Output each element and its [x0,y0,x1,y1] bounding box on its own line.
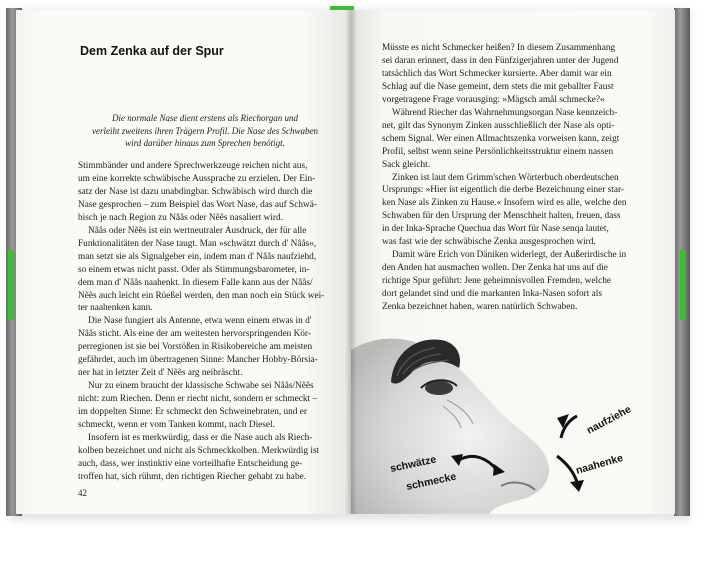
left-page [16,10,351,514]
text-line: Müsste es nicht Schmecker heißen? In diesem Zusammenhang [382,43,616,53]
text-line: perregionen ist sie bei Vorstößen in Risikobereiche am meisten [78,342,313,353]
text-line: Nur zu einem braucht der klassische Schwabe sei Nâås/Nẽẽs [88,381,314,392]
text-line: net, gilt das Synonym Zinken ausschließlich der Nase als opti- [382,120,615,131]
arrow-down-head-icon [570,480,584,492]
text-line: sei daran erinnert, dass in den Fünfzigerjahren unter der Jugend [382,55,619,66]
text-line: Nase gesprochen – zum Beispiel das Wort Nase, das auf Schwä- [78,199,317,210]
text-line: Schwaben für den Ursprung der Menschheit halten, freuen, dass [382,211,621,222]
text-line: Sack gleicht. [382,159,431,170]
chapter-motto: Die normale Nase dient erstens als Riechorgan und verleiht zweitens ihren Trägern Profil. Die Nase des Schwaben wird darüber hinaus zum Sprechen benötigt. [91,113,319,148]
text-line: in der Inka-Sprache Quechua das Wort für Nase senqa lautet, [382,224,609,235]
text-line: im doppelten Sinne: Er schmeckt den Schweinebraten, und er [78,407,307,418]
text-line: so einem etwas nicht passt. Oder als Stimmungsbarometer, in- [78,264,310,275]
text-line: Damit wäre Erich von Däniken widerlegt, der Außerirdische in [392,250,627,261]
label-naahenke: naahenke [574,451,625,477]
text-line: Funktionalitäten der Nase taugt. Man »schwätzt durch d' Nâås«, [78,238,317,249]
arrow-down-icon [557,456,577,482]
text-line: Die Nase fungiert als Antenne, etwa wenn einem etwas in d' [88,316,312,327]
text-line: man setzt sie als Signalgeber ein, indem man d' Nâås naufziehd, [78,251,317,262]
text-line: Während Riecher das Wahrnehmungsorgan Nase kennzeich- [392,107,618,118]
text-line: kolben bezeichnet und nicht als Schmeckkolben. Merkwürdig ist [78,445,320,456]
text-line: bisch je nach Region zu Nâås oder Nẽẽs nasaliert wird. [78,212,283,223]
text-line: Insofern ist es merkwürdig, dass er die Nase auch als Riech- [88,433,313,444]
text-line: ter naahenken kann. [78,303,153,314]
left-green-band [8,250,14,320]
text-line: Stimmbänder und andere Sprechwerkzeuge reichen nicht aus, [78,161,308,171]
text-line: was fast wie der schwäbische Zenka ausgesprochen wird. [382,237,596,248]
book-gutter [345,10,357,514]
face-profile [351,339,549,514]
left-body-text [78,160,340,484]
text-line: Zenka bezeichnet haben, waren natürlich Schwaben. [382,302,578,313]
right-page [351,10,675,514]
text-line: Zinken ist laut dem Grimm'schen Wörterbuch oberdeutschen [392,172,619,183]
text-line: auch, dass, wer instinktiv eine vorteilhafte Entscheidung ge- [78,458,303,469]
text-line: ner hat in letzter Zeit d' Nẽẽs arg neibräscht. [78,368,243,379]
text-line: schem Signal. Wer einen Allmachtszenka vorweisen kann, zeigt [382,133,620,144]
text-line: vorgetragene Frage vorausging: »Mägsch amål schmecke?« [382,94,605,105]
text-line: Ursprungs: »Hier ist eigentlich die derbe Bezeichnung einer star- [382,185,624,196]
text-line: schmeckt, wenn er vom Tanken kommt, nach Diesel. [78,420,275,431]
text-line: Schlag auf die Nase gemeint, dem stets die mit geballter Faust [382,81,614,92]
page-number: 42 [78,488,87,498]
text-line: gefährdet, auch im übertragenen Sinne: Mancher Hobby-Börsia- [78,355,318,366]
text-line: Nâås sticht. Als eine der am weitesten hervorspringenden Kör- [78,329,311,340]
text-line: ken Nase als Zinken zu Hause.« Insofern wird es alle, welche den [382,198,627,209]
chapter-heading: Dem Zenka auf der Spur [80,44,224,58]
text-line: nicht: zum Riechen. Denn er riecht nicht, sondern er schmeckt – [78,394,318,405]
right-green-band [680,250,686,320]
label-schmecke: schmecke [405,470,458,493]
text-line: richtige Spur geführt: Jene geheimnisvollen Fremden, welche [382,276,611,287]
text-line: dem man d' Nâås naahenkt. In diesem Falle kann aus der Nâås/ [78,277,313,288]
text-line: tatsächlich das Wort Schmecker kursierte. Aber damit war ein [382,68,612,79]
text-line: Nâås oder Nẽẽs ist ein wertneutraler Ausdruck, der für alle [88,225,307,236]
text-line: Profil, selbst wenn seine Persönlichkeitsstruktur einem nassen [382,146,614,157]
text-line: Nẽẽs auch leicht ein Rüeßel werden, den man noch ein Stück wei- [78,290,325,301]
nose-illustration [351,310,675,514]
label-schwaetze: schwätze [389,453,438,475]
text-line: um eine korrekte schwäbische Aussprache zu erzielen. Der Ein- [78,173,316,184]
text-line: troffen hat, sich rühmt, den richtigen Riecher gehabt zu habe. [78,471,307,482]
label-naufziehe: naufziehe [584,403,634,437]
text-line: den Anden hat ausmachen wollen. Der Zenka hat uns auf die [382,263,608,274]
text-line: satz der Nase ist dazu unabdingbar. Schwäbisch wird durch die [78,186,313,197]
right-body-text [382,42,646,314]
text-line: dort gelandet sind und die markanten Inka-Nasen sofort als [382,289,602,300]
